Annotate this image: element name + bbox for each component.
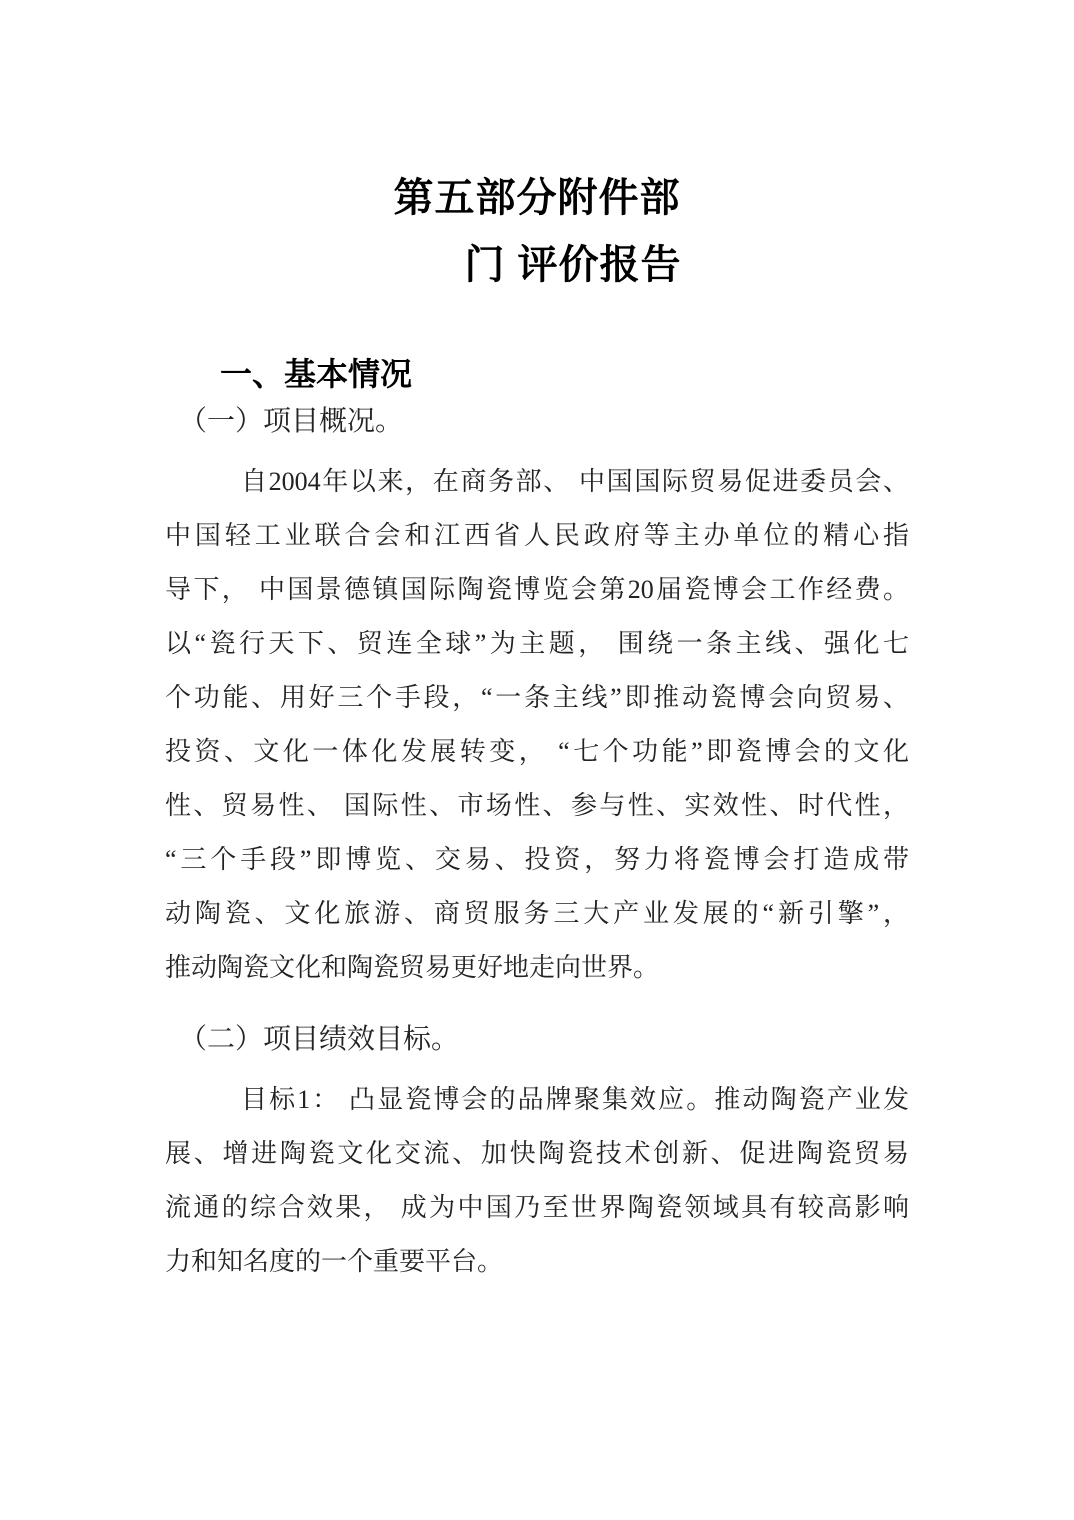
paragraph-line: 导下， 中国景德镇国际陶瓷博览会第20届瓷博会工作经费。 <box>165 575 909 604</box>
paragraph-line: 中国轻工业联合会和江西省人民政府等主办单位的精心指 <box>165 521 909 550</box>
paragraph-line: 投资、文化一体化发展转变， “七个功能”即瓷博会的文化 <box>165 737 909 766</box>
paragraph-line: 个功能、用好三个手段，“一条主线”即推动瓷博会向贸易、 <box>165 683 909 712</box>
paragraph-line: 目标1： 凸显瓷博会的品牌聚集效应。推动陶瓷产业发 <box>241 1085 909 1114</box>
subsection-1-heading: （一）项目概况。 <box>179 406 404 437</box>
paragraph-performance-goal <box>165 1073 909 1289</box>
subsection-2-heading: （二）项目绩效目标。 <box>179 1024 460 1055</box>
paragraph-line: 力和知名度的一个重要平台。 <box>165 1247 504 1276</box>
paragraph-project-overview <box>165 455 909 995</box>
paragraph-line: 展、增进陶瓷文化交流、加快陶瓷技术创新、促进陶瓷贸易 <box>165 1139 909 1168</box>
paragraph-line: 自2004年以来，在商务部、 中国国际贸易促进委员会、 <box>241 467 909 496</box>
document-title-line-1: 第五部分附件部 <box>393 176 681 220</box>
paragraph-line: 推动陶瓷文化和陶瓷贸易更好地走向世界。 <box>165 953 660 982</box>
paragraph-line: 动陶瓷、文化旅游、商贸服务三大产业发展的“新引擎”， <box>165 899 909 928</box>
paragraph-line: 流通的综合效果， 成为中国乃至世界陶瓷领域具有较高影响 <box>165 1193 909 1222</box>
section-heading-basic-info: 一、基本情况 <box>220 356 413 392</box>
document-title-line-2: 门 评价报告 <box>464 243 682 287</box>
paragraph-line: “三个手段”即博览、交易、投资，努力将瓷博会打造成带 <box>165 845 909 874</box>
paragraph-line: 以“瓷行天下、贸连全球”为主题， 围绕一条主线、强化七 <box>165 629 909 658</box>
paragraph-line: 性、贸易性、 国际性、市场性、参与性、实效性、时代性， <box>165 791 909 820</box>
